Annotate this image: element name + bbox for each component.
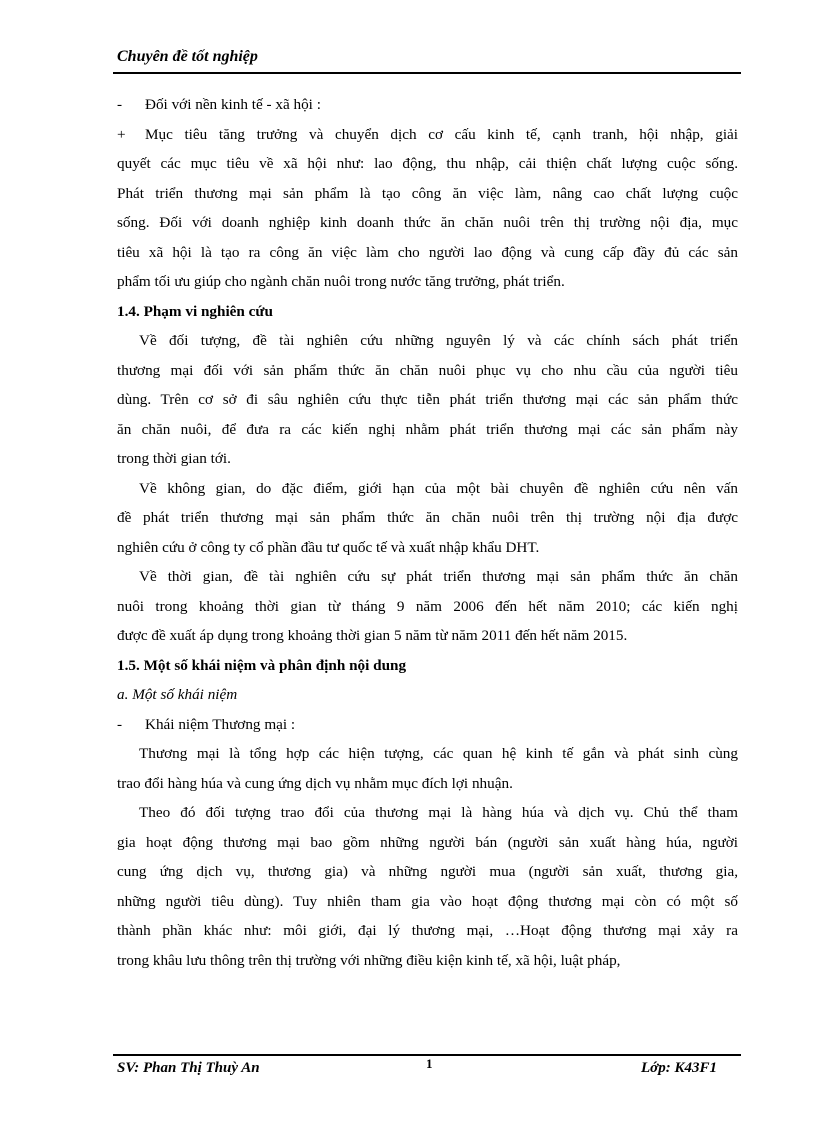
plus-marker: + [117, 125, 126, 143]
paragraph-commerce-subjects: Theo đó đối tượng trao đổi của thương mại là hàng húa và dịch vụ. Chủ thể tham gia hoạt động thương mại bao gồm những người bán (người sản xuất hàng húa, người cung ứng dịch vụ, thương gia) và những người mua (người sản xuất, thương gia, những người tiêu dùng). Tuy nhiên tham gia vào hoạt động thương mại còn có một số thành phần khác như: môi giới, đại lý thương mại, …Hoạt động thương mại xảy ra trong khâu lưu thông trên thị trường với những điều kiện kinh tế, xã hội, luật pháp, [117, 804, 738, 969]
section-heading-1-4: 1.4. Phạm vi nghiên cứu [117, 302, 273, 320]
footer-class: Lớp: K43F1 [641, 1060, 717, 1076]
section-heading-1-5: 1.5. Một số khái niệm và phân định nội dung [117, 656, 407, 674]
page-content [117, 90, 738, 975]
paragraph-space: Về không gian, do đặc điểm, giới hạn của một bài chuyên đề nghiên cứu nên vấn đề phát triển thương mại sản phẩm thức ăn chăn nuôi trên thị trường nội địa được nghiên cứu ở công ty cổ phần đầu tư quốc tế và xuất nhập khẩu DHT. [117, 479, 738, 556]
subheading-a: a. Một số khái niệm [117, 686, 238, 703]
header-title: Chuyên đề tốt nghiệp [117, 48, 258, 65]
dash-marker: - [117, 715, 123, 733]
header-rule [113, 72, 741, 74]
paragraph-goals: + Mục tiêu tăng trưởng và chuyển dịch cơ cấu kinh tế, cạnh tranh, hội nhập, giải quyết các mục tiêu về xã hội như: lao động, thu nhập, cải thiện chất lượng cuộc sống. Phát triển thương mại sản phẩm là tạo công ăn việc làm, nâng cao chất lượng cuộc sống. Đối với doanh nghiệp kinh doanh thức ăn chăn nuôi trên thị trường nội địa, mục tiêu xã hội là tạo ra công ăn việc làm cho người lao động và cung cấp đầy đủ các sản phẩm tối ưu giúp cho ngành chăn nuôi trong nước tăng trưởng, phát triển. [117, 120, 738, 297]
dash-marker: - [117, 96, 123, 113]
bullet-commerce-concept: - Khái niệm Thương mại : [117, 710, 738, 740]
bullet-economy: - Đối với nền kinh tế - xã hội : [117, 90, 738, 120]
paragraph-object: Về đối tượng, đề tài nghiên cứu những nguyên lý và các chính sách phát triển thương mại đối với sản phẩm thức ăn chăn nuôi phục vụ cho nhu cầu của người tiêu dùng. Trên cơ sở đi sâu nghiên cứu thực tiễn phát triển thương mại các sản phẩm thức ăn chăn nuôi, để đưa ra các kiến nghị nhằm phát triển thương mại các sản phẩm này trong thời gian tới. [117, 332, 738, 467]
paragraph-commerce-definition: Thương mại là tổng hợp các hiện tượng, các quan hệ kinh tế gắn và phát sinh cùng trao đổi hàng húa và cung ứng dịch vụ nhằm mục đích lợi nhuận. [117, 745, 738, 792]
footer-student: SV: Phan Thị Thuỳ An [117, 1060, 260, 1076]
paragraph-time: Về thời gian, đề tài nghiên cứu sự phát triển thương mại sản phẩm thức ăn chăn nuôi trong khoảng thời gian từ tháng 9 năm 2006 đến hết năm 2010; các kiến nghị được đề xuất áp dụng trong khoảng thời gian 5 năm từ năm 2011 đến hết năm 2015. [117, 568, 738, 644]
page-number: 1 [426, 1056, 433, 1071]
